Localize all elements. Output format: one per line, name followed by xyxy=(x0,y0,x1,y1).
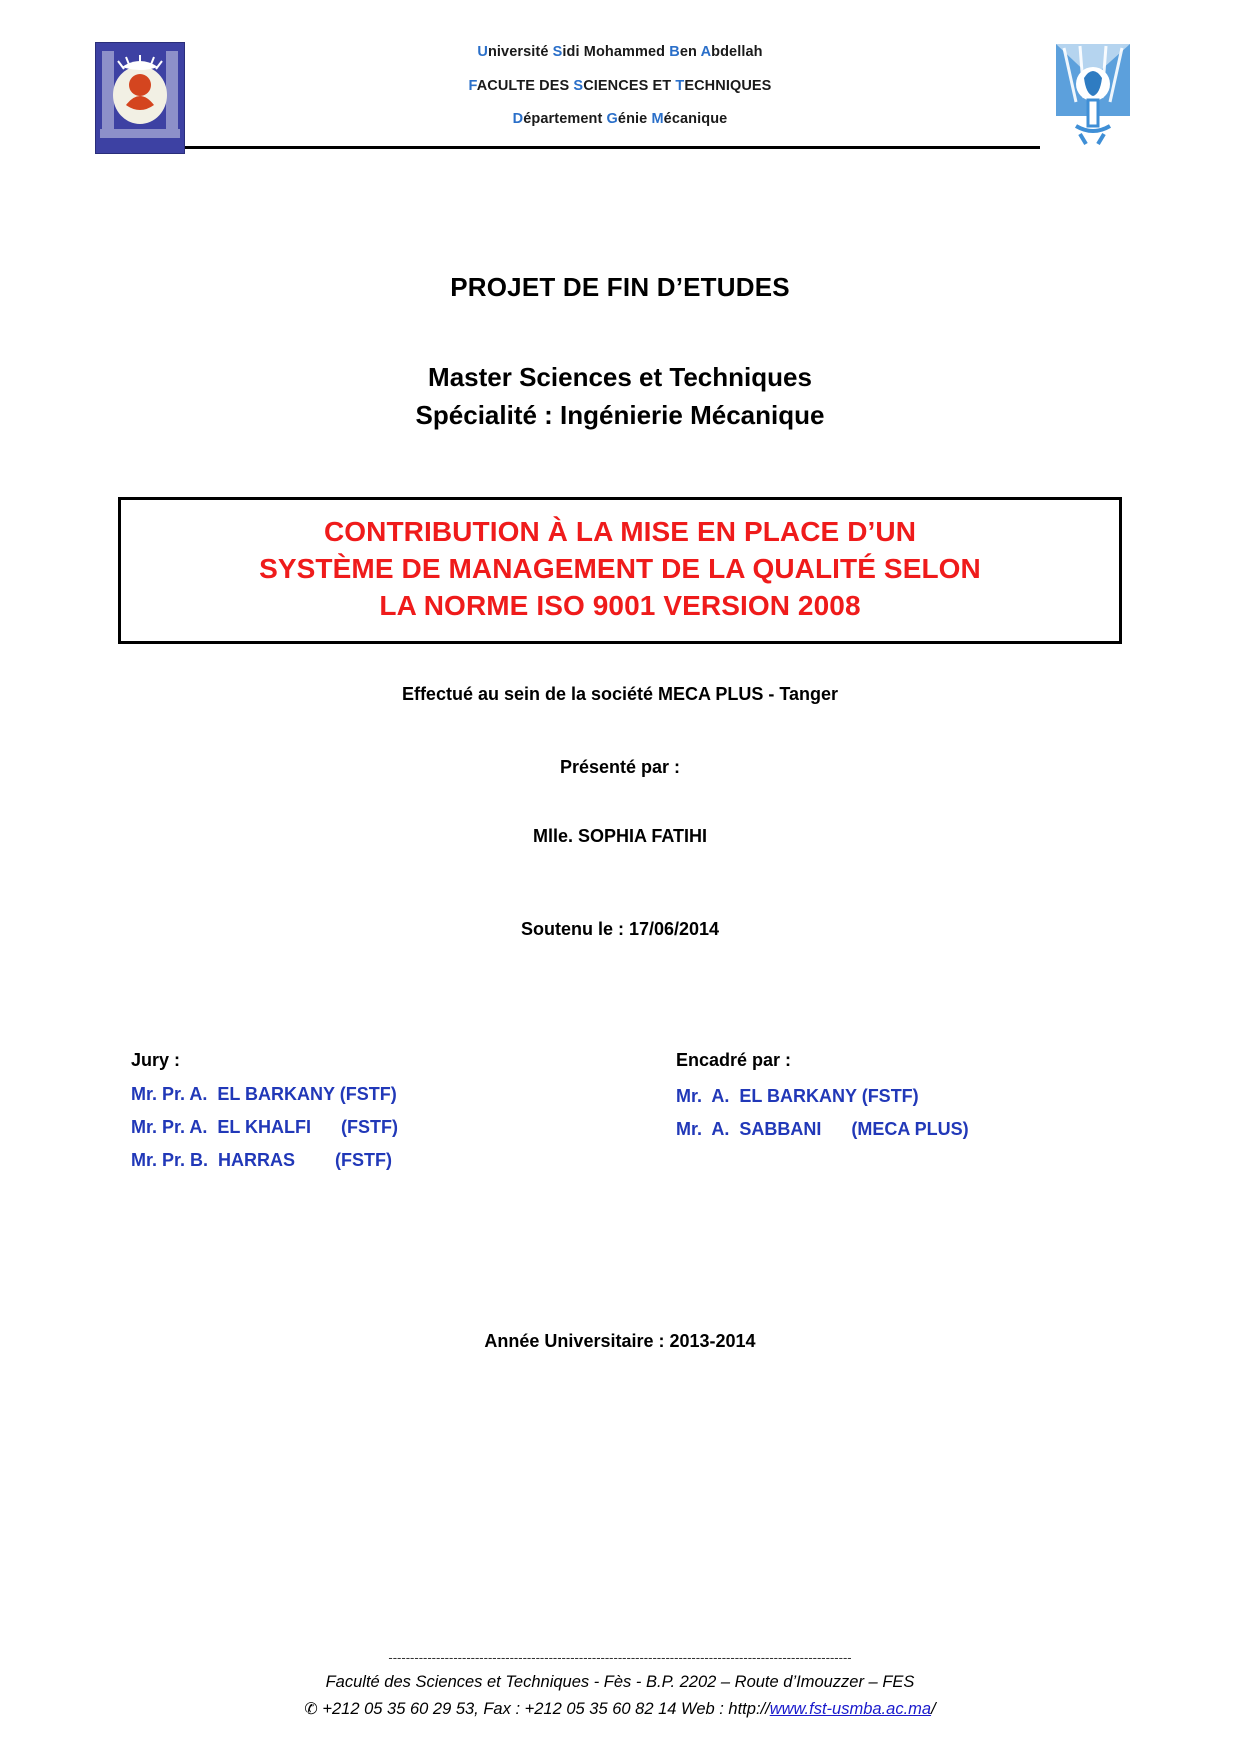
faculty-fst-logo xyxy=(1040,38,1145,150)
department-name: Département Génie Mécanique xyxy=(512,111,728,127)
jury-column xyxy=(131,1050,676,1183)
footer-address: Faculté des Sciences et Techniques - Fès - B.P. 2202 – Route d’Imouzzer – FES xyxy=(325,1673,915,1691)
project-type: PROJET DE FIN D’ETUDES xyxy=(450,272,790,302)
academic-year: Année Universitaire : 2013-2014 xyxy=(484,1331,756,1352)
footer-contact-suffix: / xyxy=(931,1700,936,1718)
supervisors-heading: Encadré par : xyxy=(676,1050,792,1071)
thesis-title-box xyxy=(118,497,1122,644)
university-name: Université Sidi Mohammed Ben Abdellah xyxy=(477,44,763,60)
header-text-block xyxy=(95,45,1145,127)
thesis-title-line-1: CONTRIBUTION À LA MISE EN PLACE D’UN xyxy=(323,516,917,548)
document-footer xyxy=(95,1650,1145,1719)
jury-heading: Jury : xyxy=(131,1050,181,1071)
faculty-name: FACULTE DES SCIENCES ET TECHNIQUES xyxy=(468,77,772,94)
footer-contact xyxy=(95,1699,1145,1719)
supervisors-column xyxy=(676,1050,1145,1183)
thesis-title-line-3: LA NORME ISO 9001 VERSION 2008 xyxy=(379,590,861,622)
supervisor-member: Mr. A. SABBANI (MECA PLUS) xyxy=(676,1119,969,1140)
degree-line-1: Master Sciences et Techniques xyxy=(428,362,812,392)
degree-line-2: Spécialité : Ingénierie Mécanique xyxy=(415,399,825,430)
presented-by-label: Présenté par : xyxy=(559,757,681,778)
defense-date: Soutenu le : 17/06/2014 xyxy=(520,919,720,940)
supervisor-member: Mr. A. EL BARKANY (FSTF) xyxy=(676,1086,919,1107)
document-header xyxy=(95,0,1145,195)
footer-contact-text: +212 05 35 60 29 53, Fax : +212 05 35 60 82 14 Web : http:// xyxy=(322,1700,770,1718)
people-section xyxy=(95,1050,1145,1183)
jury-member: Mr. Pr. A. EL BARKANY (FSTF) xyxy=(131,1084,397,1105)
jury-member: Mr. Pr. B. HARRAS (FSTF) xyxy=(131,1150,393,1171)
website-link[interactable]: www.fst-usmba.ac.ma xyxy=(769,1700,932,1718)
header-divider xyxy=(95,146,1145,149)
footer-divider: ----------------------------------------------------------------------------------------------------------- xyxy=(388,1650,852,1665)
author-name: Mlle. SOPHIA FATIHI xyxy=(532,826,707,847)
thesis-title-line-2: SYSTÈME DE MANAGEMENT DE LA QUALITÉ SELON xyxy=(259,553,981,585)
telephone-icon: ✆ xyxy=(304,1701,318,1718)
degree-block xyxy=(95,359,1145,434)
host-company-line: Effectué au sein de la société MECA PLUS - Tanger xyxy=(401,684,839,705)
university-seal-logo xyxy=(95,42,185,154)
jury-member: Mr. Pr. A. EL KHALFI (FSTF) xyxy=(131,1117,399,1138)
